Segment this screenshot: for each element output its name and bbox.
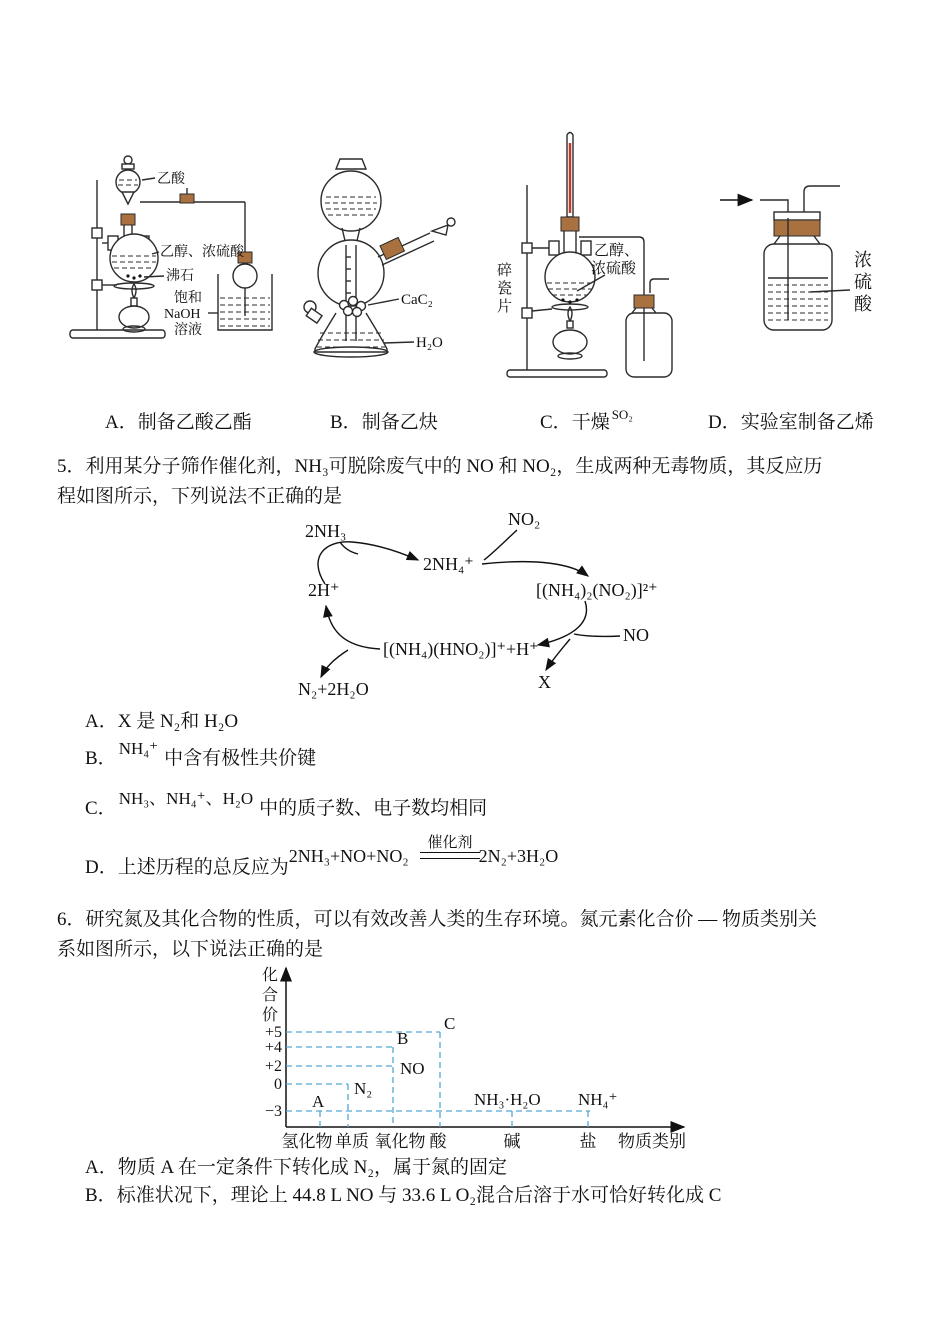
species-x: X: [538, 672, 551, 692]
option-b-text: 制备乙炔: [361, 412, 438, 433]
q6-option-a-text: 物质 A 在一定条件下转化成 N₂，属于氮的固定: [117, 1157, 508, 1178]
apparatus-a-figure: [62, 140, 292, 398]
round-bottom-flask: [110, 234, 158, 282]
q5-option-c: [85, 789, 488, 821]
washing-bottle: [760, 186, 840, 330]
q6-option-b: [85, 1184, 721, 1208]
dropping-funnel: [116, 156, 140, 204]
chart-points: [312, 1014, 617, 1111]
label-naoh-line1: 饱和: [174, 291, 202, 306]
species-complex2: [(NH₄)(HNO₂)]⁺+H⁺: [383, 639, 539, 659]
q5-stem-line2: 程如图所示，下列说法不正确的是: [57, 486, 343, 507]
species-2h: 2H⁺: [308, 580, 340, 600]
q6-option-a-letter: A．: [85, 1157, 118, 1178]
ytick-plus4: +4: [264, 1039, 282, 1056]
alcohol-lamp: [553, 307, 587, 359]
chart-y-axis-label: [262, 966, 278, 1024]
apparatus-c-figure: [495, 125, 705, 395]
apparatus-option-b: [330, 410, 438, 436]
option-c-text: 干燥: [571, 412, 610, 433]
cycle-svg: [280, 498, 680, 713]
q5-stem-line1: 5．利用某分子筛作催化剂，NH₃可脱除废气中的 NO 和 NO₂，生成两种无毒物质，其反应历: [57, 456, 823, 477]
label-cac2: CaC₂: [401, 292, 433, 308]
cycle-species: [298, 509, 658, 699]
valence-chart-svg: [250, 958, 710, 1158]
apparatus-b-labels: [368, 292, 443, 351]
label-acetic-acid: 乙酸: [157, 172, 185, 187]
label-h2so4: 浓硫酸: [591, 261, 637, 277]
q5-option-c-formula: NH₃、NH₄⁺、H₂O: [118, 789, 254, 808]
q6-stem-line2: 系如图所示，以下说法正确的是: [57, 939, 324, 960]
label-porcelain-2: 瓷: [497, 281, 513, 297]
point-a: A: [312, 1092, 325, 1111]
q5-option-d-eq-right: 2N₂+3H₂O: [478, 846, 559, 866]
q5-option-c-letter: C．: [85, 798, 117, 819]
apparatus-c-drawing: [495, 125, 705, 395]
point-nh4: NH₄⁺: [578, 1090, 618, 1109]
label-boiling-stone: 沸石: [166, 269, 194, 284]
ylabel-char-3: 价: [261, 1007, 279, 1024]
ylabel-char-1: 化: [261, 967, 279, 984]
category-hydride: 氢化物: [281, 1132, 333, 1151]
category-element: 单质: [335, 1132, 369, 1151]
species-no2: NO₂: [508, 509, 541, 529]
q5-option-d-eq-left: 2NH₃+NO+NO₂: [288, 846, 409, 866]
option-d-text: 实验室制备乙烯: [740, 412, 874, 433]
label-naoh-line2: NaOH: [164, 307, 201, 322]
q6-option-b-text: 标准状况下，理论上 44.8 L NO 与 33.6 L O₂混合后溶于水可恰好转化成 C: [116, 1185, 722, 1206]
q5-option-b-formula: NH₄⁺: [118, 739, 159, 758]
label-ethanol-h2so4: 乙醇、浓硫酸: [160, 245, 244, 260]
point-c: C: [444, 1014, 456, 1033]
label-ethanol: 乙醇、: [594, 243, 640, 259]
species-no: NO: [623, 625, 649, 645]
option-c-sup: SO₂: [611, 407, 633, 422]
apparatus-option-a: [105, 410, 252, 436]
x-axis-label: 物质类别: [618, 1132, 686, 1151]
ytick-plus5: +5: [264, 1024, 282, 1041]
kipp-generator: [304, 159, 455, 357]
category-base: 碱: [503, 1132, 521, 1151]
chart-guide-lines: [286, 1032, 590, 1127]
ytick-minus3: −3: [264, 1103, 282, 1120]
option-a-text: 制备乙酸乙酯: [137, 412, 252, 433]
point-b: B: [397, 1029, 409, 1048]
option-d-letter: D．: [708, 412, 741, 433]
species-complex1: [(NH₄)₂(NO₂)]²⁺: [536, 580, 658, 600]
option-a-letter: A．: [105, 412, 138, 433]
label-porcelain-3: 片: [497, 299, 513, 315]
q5-option-b-text: 中含有极性共价键: [164, 748, 317, 769]
label-conc-acid-3: 酸: [854, 294, 872, 314]
q6-valence-chart: [250, 958, 710, 1158]
point-nh3h2o: NH₃·H₂O: [474, 1090, 541, 1109]
category-acid: 酸: [429, 1132, 447, 1151]
q5-option-d-text: 上述历程的总反应为: [117, 857, 289, 878]
apparatus-option-c: [540, 407, 633, 437]
species-2nh4: 2NH₄⁺: [423, 554, 474, 574]
apparatus-b-figure: [298, 145, 493, 380]
label-naoh-line3: 溶液: [174, 323, 202, 338]
q6-option-b-letter: B．: [85, 1185, 117, 1206]
q5-option-d: [85, 835, 559, 880]
apparatus-b-drawing: [298, 145, 493, 380]
q5-option-a: [85, 710, 238, 734]
label-h2o: H₂O: [416, 335, 443, 351]
apparatus-d-drawing: [712, 170, 897, 350]
ytick-zero: 0: [274, 1076, 282, 1093]
q5-cycle-diagram: [280, 498, 680, 713]
q6-stem-line1: 6．研究氮及其化合物的性质，可以有效改善人类的生存环境。氮元素化合价 — 物质类别关: [57, 909, 818, 930]
species-products: N₂+2H₂O: [298, 679, 369, 699]
label-conc-acid-2: 硫: [854, 272, 872, 292]
category-oxide: 氧化物: [374, 1132, 426, 1151]
option-b-letter: B．: [330, 412, 362, 433]
double-bond-line: [420, 852, 480, 859]
label-porcelain-1: 碎: [497, 263, 513, 279]
apparatus-a-drawing: [62, 140, 292, 398]
thermometer: [567, 133, 573, 218]
q5-option-c-text: 中的质子数、电子数均相同: [259, 798, 488, 819]
ylabel-char-2: 合: [261, 987, 279, 1004]
chart-y-ticks: [265, 1024, 282, 1120]
q5-option-a-letter: A．: [85, 711, 118, 732]
q5-option-b-letter: B．: [85, 748, 117, 769]
q6-stem: [57, 905, 817, 965]
q5-option-d-letter: D．: [85, 857, 118, 878]
catalyst-label: 催化剂: [427, 835, 473, 851]
q6-option-a: [85, 1156, 507, 1180]
ytick-plus2: +2: [264, 1058, 282, 1075]
side-stopcock: [378, 218, 455, 265]
species-2nh3: 2NH₃: [305, 521, 347, 541]
q5-option-d-catalyst: [418, 835, 482, 859]
point-n2: N₂: [354, 1079, 373, 1098]
point-no: NO: [400, 1059, 425, 1078]
collection-bottle: [626, 279, 672, 377]
q5-option-b: [85, 739, 317, 771]
alcohol-lamp: [119, 284, 149, 332]
q5-option-a-text: X 是 N₂和 H₂O: [117, 711, 239, 732]
apparatus-option-d: [708, 410, 874, 436]
chart-x-categories: [282, 1132, 687, 1151]
label-conc-acid-1: 浓: [854, 250, 872, 270]
flask-and-stopper: [545, 217, 595, 304]
category-salt: 盐: [579, 1132, 597, 1151]
option-c-letter: C．: [540, 412, 572, 433]
apparatus-d-figure: [712, 170, 897, 350]
